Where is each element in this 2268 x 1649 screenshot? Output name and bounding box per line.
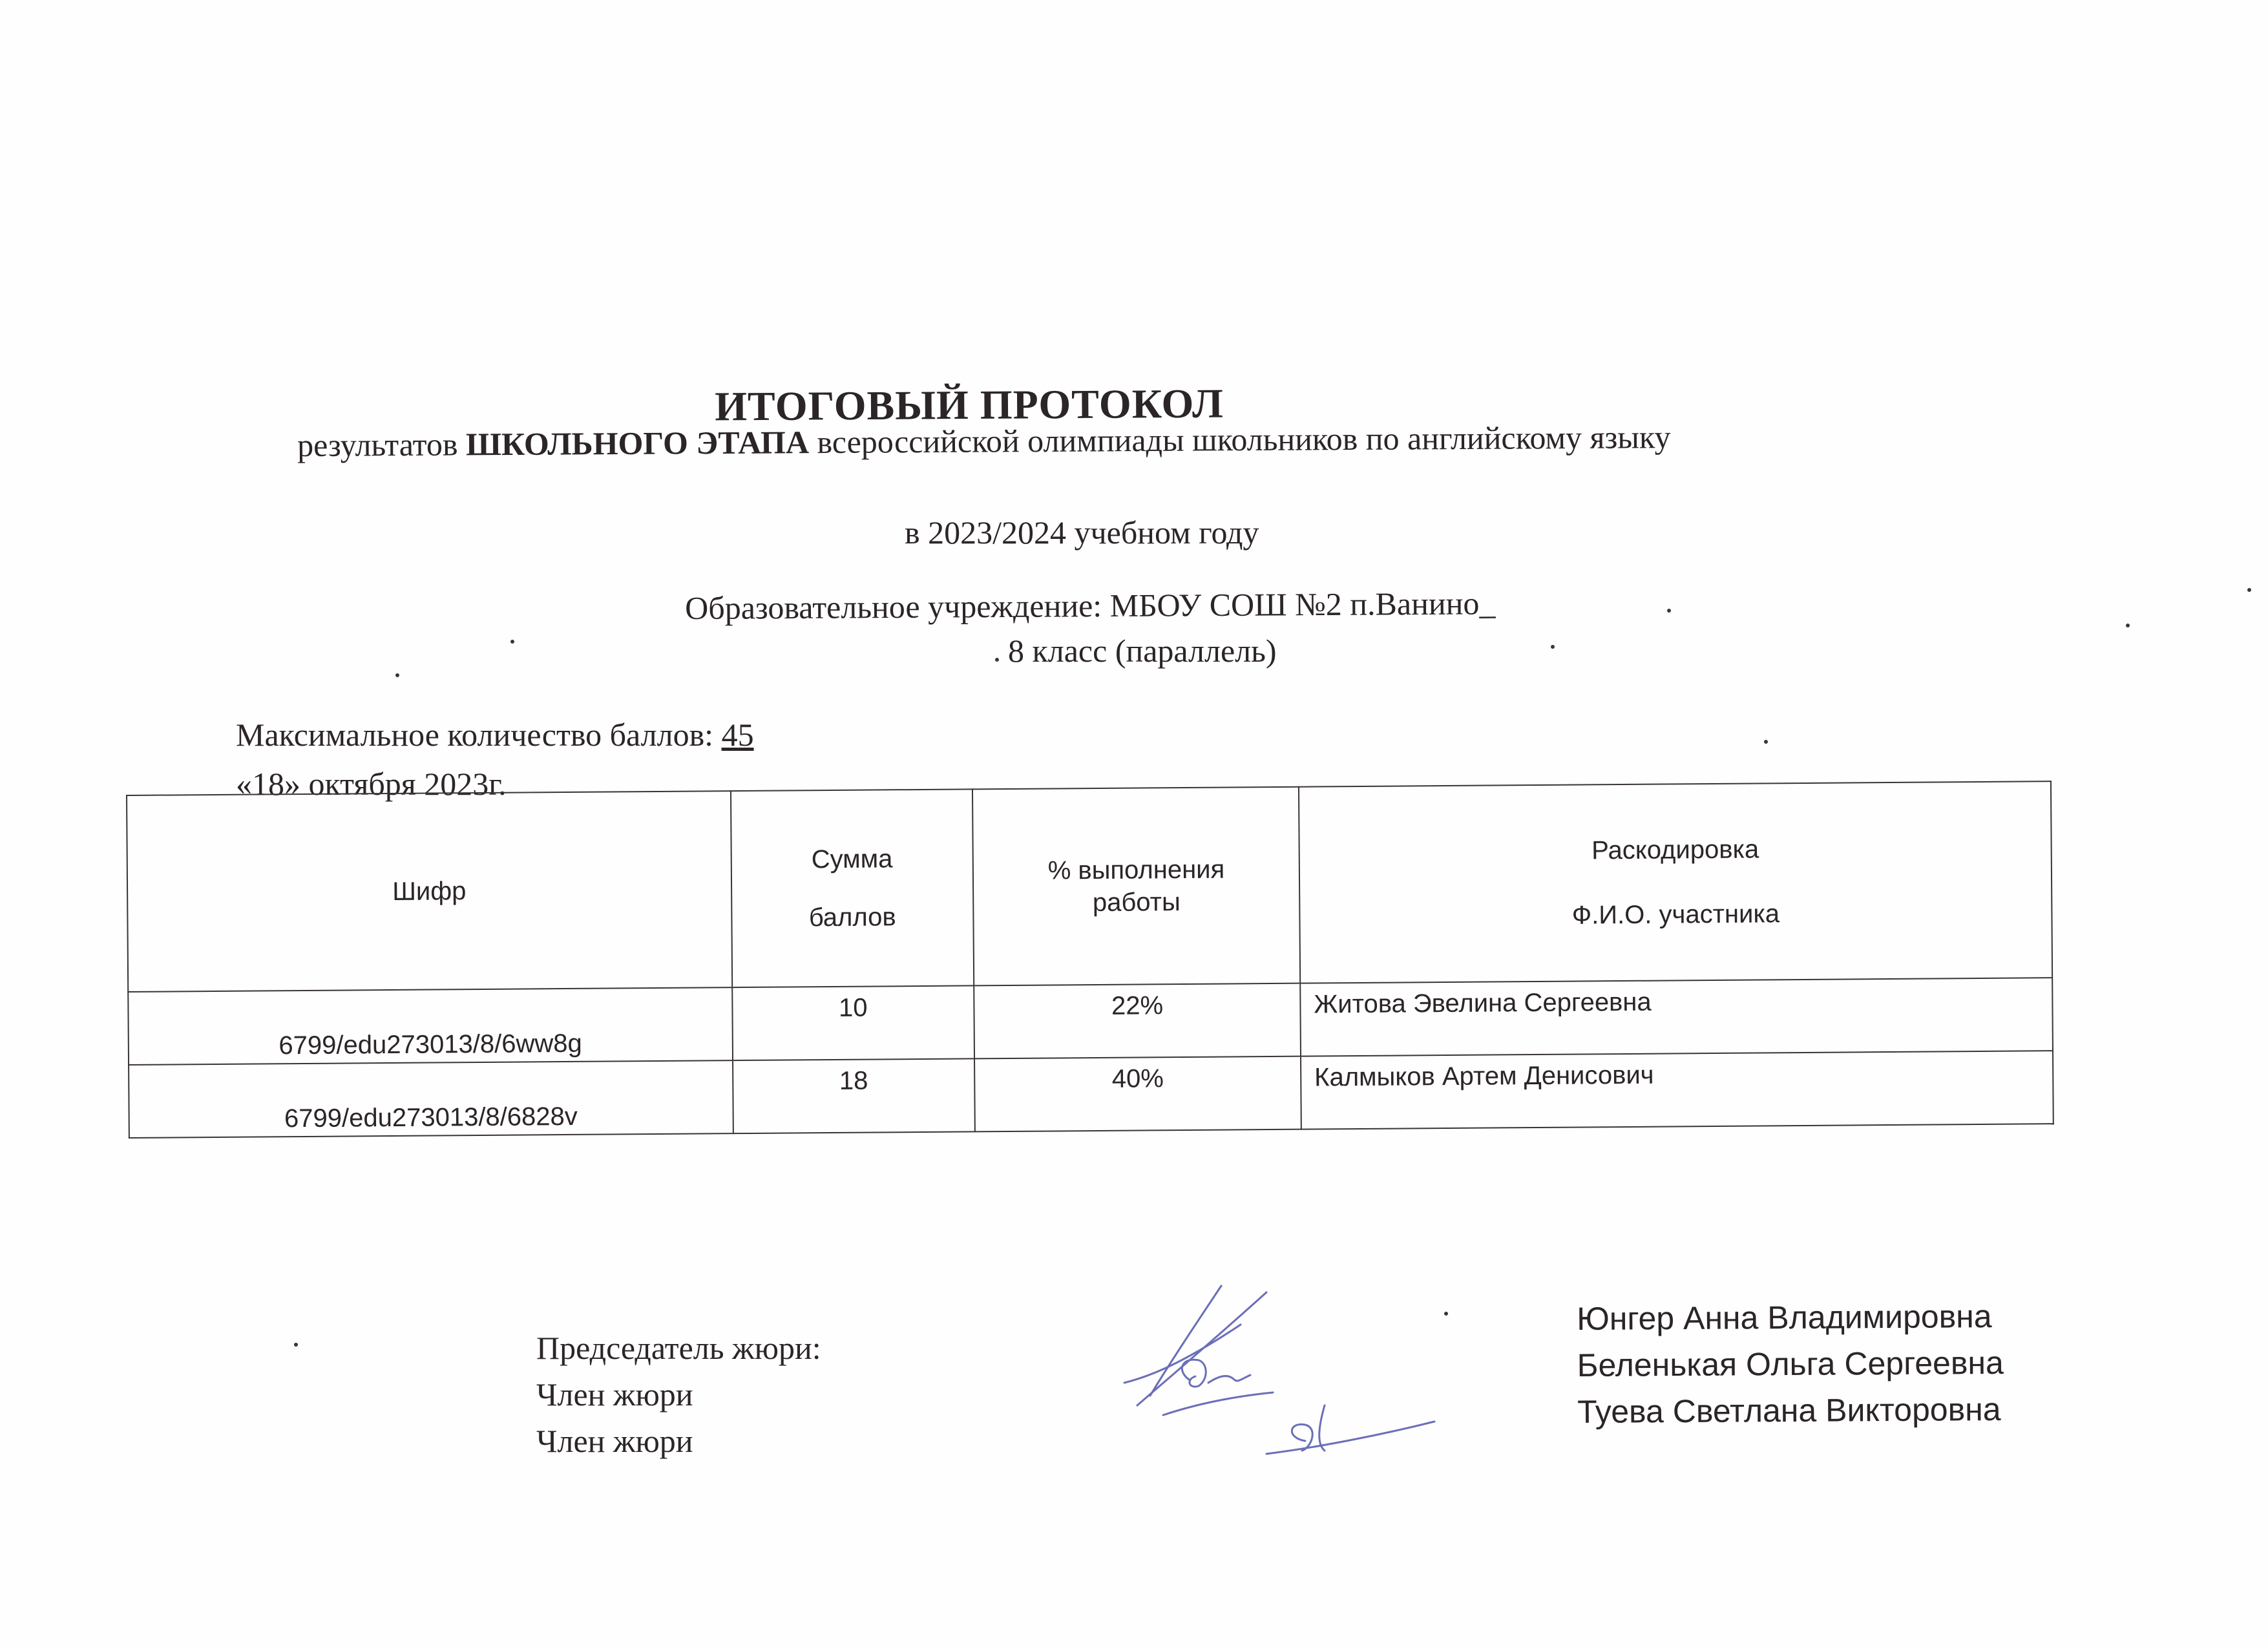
protocol-date: «18» октября 2023г. [236,766,507,802]
header-percent-line1: % выполнения [1047,855,1225,885]
max-score-label: Максимальное количество баллов: [236,717,714,753]
header-decode-line2: Ф.И.О. участника [1571,899,1780,930]
jury-role-chair: Председатель жюри: [536,1330,821,1366]
cell-cipher: 6799/edu273013/8/6828v [129,1060,733,1138]
cell-score: 18 [733,1058,976,1133]
max-score-value: 45 [721,717,754,753]
header-sum [730,789,974,987]
header-cipher: Шифр [127,791,732,992]
cell-percent: 22% [974,983,1301,1059]
jury-names [1577,1293,2004,1435]
cell-name: Житова Эвелина Сергеевна [1300,978,2053,1056]
scan-speck [1444,1312,1448,1316]
document-subtitle [297,418,1671,464]
cell-cipher: 6799/edu273013/8/6ww8g [128,987,732,1065]
scan-speck [510,640,514,644]
subtitle-stage: ШКОЛЬНОГО ЭТАПА [465,424,810,463]
jury-name-member: Туева Светлана Викторовна [1577,1391,2001,1430]
scan-speck [995,658,999,662]
handwritten-signature [1111,1266,1447,1473]
subtitle-suffix: всероссийской олимпиады школьников по английскому языку [817,419,1671,461]
table-row [129,1051,2053,1138]
header-decode [1299,781,2052,983]
jury-role-member: Член жюри [536,1423,693,1459]
cell-percent: 40% [974,1056,1301,1132]
jury-name-member: Беленькая Ольга Сергеевна [1577,1344,2004,1383]
jury-name-chair: Юнгер Анна Владимировна [1577,1298,1992,1337]
table-header-row [127,781,2052,992]
header-percent [972,787,1300,986]
table-row [128,978,2053,1065]
results-table-wrapper [126,781,2067,1182]
school-name: Образовательное учреждение: МБОУ СОШ №2 п.Ванино_ [685,585,1496,626]
scan-speck [1667,609,1671,613]
cell-name: Калмыков Артем Денисович [1301,1051,2053,1129]
results-table [126,781,2054,1139]
document-title: ИТОГОВЫЙ ПРОТОКОЛ [714,380,1224,430]
max-score [236,716,754,753]
jury-roles [536,1325,821,1464]
jury-role-member: Член жюри [536,1376,693,1413]
header-percent-line2: работы [1092,888,1181,918]
scan-speck [2126,624,2130,627]
grade-level: 8 класс (параллель) [1008,633,1277,669]
header-sum-line2: баллов [808,903,896,932]
subtitle-prefix: результатов [297,426,458,463]
academic-year: в 2023/2024 учебном году [905,514,1259,551]
scan-speck [1764,740,1768,744]
header-decode-line1: Раскодировка [1591,835,1759,865]
cell-score: 10 [732,985,975,1060]
scan-speck [2247,588,2251,592]
scan-speck [395,673,399,677]
scan-speck [294,1343,298,1347]
scan-speck [1551,645,1555,649]
header-sum-line1: Сумма [811,845,893,874]
